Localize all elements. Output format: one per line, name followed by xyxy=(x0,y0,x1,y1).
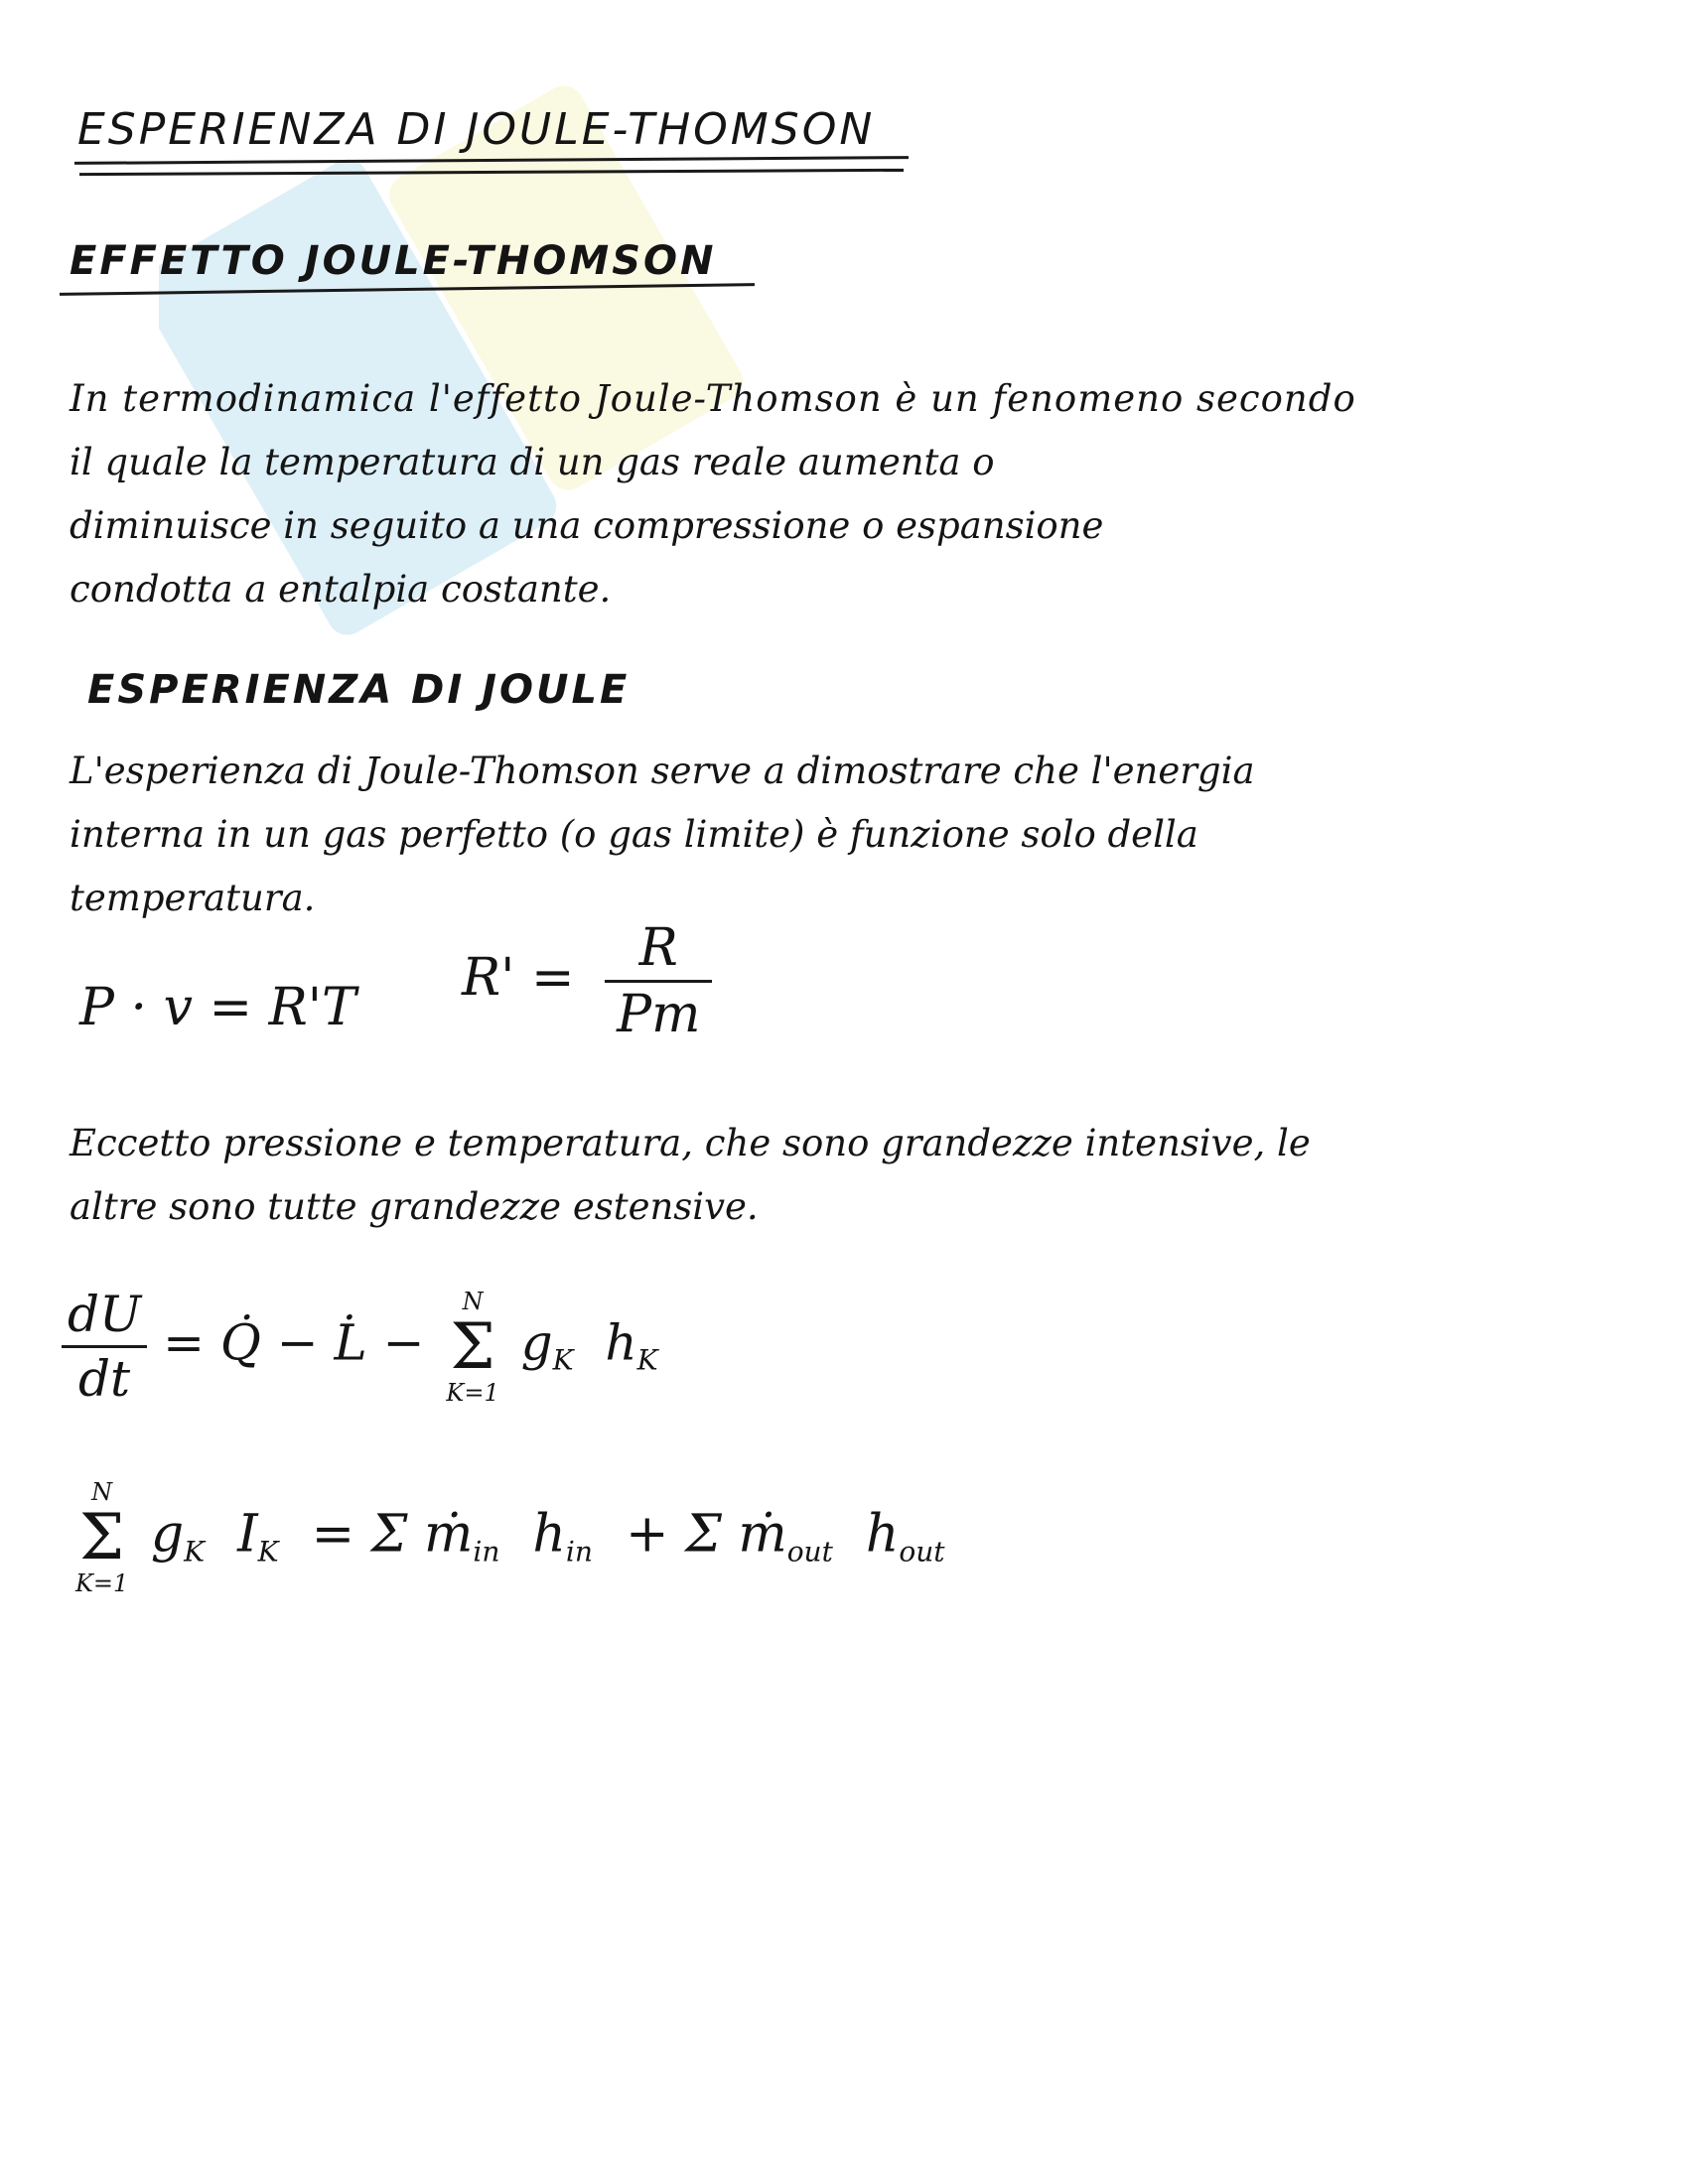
enthalpy-out: h xyxy=(865,1504,900,1565)
sum-upper-limit: N xyxy=(462,1287,484,1315)
sum-lower-limit: K=1 xyxy=(75,1570,129,1597)
text-line: L'esperienza di Joule-Thomson serve a dimostrare che l'energia xyxy=(70,750,1255,792)
fraction-numerator: R xyxy=(638,918,678,978)
term-h: h xyxy=(605,1313,637,1372)
sum-upper-limit: N xyxy=(91,1478,113,1506)
term-g-sub: K xyxy=(552,1343,574,1377)
paragraph-grandezze xyxy=(70,1112,1579,1239)
heading-esperienza: ESPERIENZA DI JOULE xyxy=(87,667,631,713)
text-line: condotta a entalpia costante. xyxy=(70,568,612,611)
sum-symbol: Σ xyxy=(79,1501,125,1574)
mass-in-sub: in xyxy=(473,1535,500,1569)
fraction xyxy=(605,918,712,1044)
page-title: ESPERIENZA DI JOULE-THOMSON xyxy=(77,104,876,155)
text-line: In termodinamica l'effetto Joule-Thomson è un fenomeno secondo xyxy=(70,377,1356,420)
text-line: diminuisce in seguito a una compressione o espansione xyxy=(70,504,1104,547)
energy-rhs: = Q̇ − L̇ − xyxy=(163,1313,425,1372)
text-line: altre sono tutte grandezze estensive. xyxy=(70,1185,759,1228)
enthalpy-out-sub: out xyxy=(899,1535,945,1569)
fraction-bar xyxy=(62,1345,147,1348)
derivative-denominator: dt xyxy=(78,1350,131,1408)
derivative-numerator: dU xyxy=(68,1286,142,1343)
summation xyxy=(446,1289,498,1406)
sum-lower-limit: K=1 xyxy=(446,1378,499,1407)
derivative-fraction xyxy=(62,1286,147,1408)
term-g-sub: K xyxy=(184,1535,206,1569)
fraction-bar xyxy=(605,980,712,983)
r-prime-lhs: R' = xyxy=(462,948,575,1008)
term-h-sub: K xyxy=(636,1343,658,1377)
term-i-sub: K xyxy=(257,1535,279,1569)
sum-symbol: Σ xyxy=(450,1309,495,1384)
mass-out-sub: out xyxy=(786,1535,833,1569)
term-g: g xyxy=(520,1313,553,1372)
enthalpy-in-sub: in xyxy=(565,1535,593,1569)
fraction-denominator: Pm xyxy=(617,985,701,1044)
enthalpy-in: h xyxy=(532,1504,566,1565)
paragraph-effetto xyxy=(70,367,1579,621)
summation xyxy=(75,1479,128,1596)
mass-in: = Σ ṁ xyxy=(311,1504,474,1565)
equation-energy-balance xyxy=(62,1286,658,1408)
heading-effetto: EFFETTO JOULE-THOMSON xyxy=(70,238,717,284)
text-line: temperatura. xyxy=(70,877,316,919)
equation-state: P · v = R'T xyxy=(79,978,356,1037)
text-line: interna in un gas perfetto (o gas limite) è funzione solo della xyxy=(70,813,1198,856)
term-i: I xyxy=(237,1504,258,1565)
term-g: g xyxy=(150,1504,185,1565)
text-line: il quale la temperatura di un gas reale aumenta o xyxy=(70,441,995,483)
text-line: Eccetto pressione e temperatura, che sono grandezze intensive, le xyxy=(70,1122,1311,1164)
equation-r-prime xyxy=(462,918,712,1044)
mass-out: + Σ ṁ xyxy=(625,1504,787,1565)
equation-mass-flux xyxy=(70,1479,945,1596)
paragraph-esperienza xyxy=(70,740,1579,930)
